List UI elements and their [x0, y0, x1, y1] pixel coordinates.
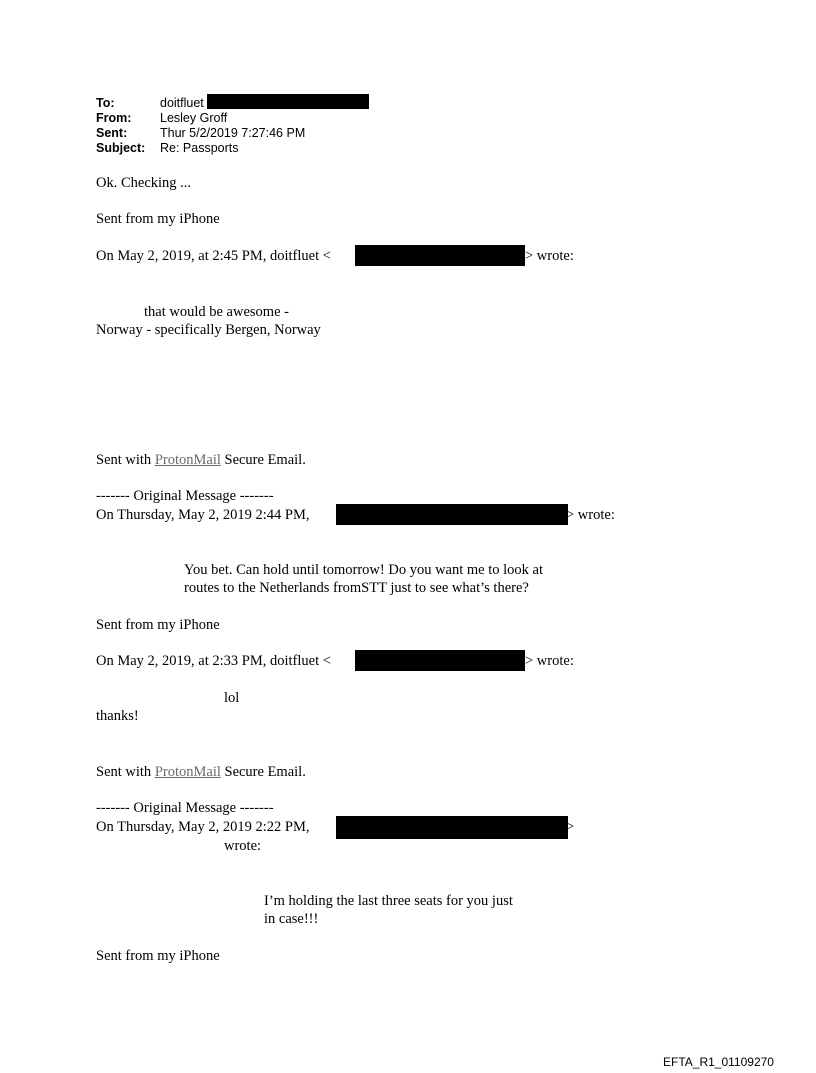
signature-iphone-1: Sent from my iPhone [96, 211, 220, 227]
message-2-line-1: You bet. Can hold until tomorrow! Do you want me to look at [184, 562, 543, 578]
subject-label: Subject: [96, 141, 146, 155]
quote-header-2-prefix: On May 2, 2019, at 2:33 PM, doitfluet < [96, 653, 331, 669]
secure-email-text: Secure Email. [220, 452, 306, 468]
original-header-1-suffix: > wrote: [566, 507, 615, 523]
document-id: EFTA_R1_01109270 [663, 1055, 774, 1069]
sent-with-text: Sent with [96, 764, 155, 780]
message-4-line-1: I’m holding the last three seats for you just [264, 893, 513, 909]
message-2-line-2: routes to the Netherlands fromSTT just to see what’s there? [184, 580, 529, 596]
message-3-line-2: thanks! [96, 708, 139, 724]
message-1-line-1: that would be awesome - [144, 304, 289, 320]
original-header-2-prefix: On Thursday, May 2, 2019 2:22 PM, [96, 819, 310, 835]
protonmail-signature-1 [96, 451, 306, 469]
original-message-divider-2: ------- Original Message ------- [96, 800, 274, 816]
sent-label: Sent: [96, 126, 128, 140]
subject-value: Re: Passports [160, 141, 239, 155]
message-3-line-1: lol [224, 690, 240, 706]
to-value: doitfluet [160, 96, 204, 110]
reply-text: Ok. Checking ... [96, 175, 192, 191]
signature-iphone-3: Sent from my iPhone [96, 948, 220, 964]
signature-iphone-2: Sent from my iPhone [96, 617, 220, 633]
to-label: To: [96, 96, 115, 110]
original-message-divider-1: ------- Original Message ------- [96, 488, 274, 504]
secure-email-text: Secure Email. [220, 764, 306, 780]
sent-with-text: Sent with [96, 452, 155, 468]
redaction-email-3 [355, 650, 525, 671]
original-header-2-suffix: > [566, 819, 575, 835]
redaction-email-4 [336, 816, 568, 839]
original-header-2-wrote: wrote: [224, 838, 262, 854]
redaction-email-1 [355, 245, 525, 266]
redaction-to-address [207, 94, 369, 109]
protonmail-signature-2 [96, 763, 306, 781]
quote-header-1-prefix: On May 2, 2019, at 2:45 PM, doitfluet < [96, 248, 331, 264]
original-header-1-prefix: On Thursday, May 2, 2019 2:44 PM, [96, 507, 310, 523]
quote-header-2-suffix: > wrote: [525, 653, 574, 669]
protonmail-link[interactable]: ProtonMail [154, 764, 221, 780]
from-value: Lesley Groff [160, 111, 228, 125]
message-4-line-2: in case!!! [264, 911, 319, 927]
from-label: From: [96, 111, 132, 125]
message-1-line-2: Norway - specifically Bergen, Norway [96, 322, 321, 338]
quote-header-1-suffix: > wrote: [525, 248, 574, 264]
protonmail-link[interactable]: ProtonMail [154, 452, 221, 468]
sent-value: Thur 5/2/2019 7:27:46 PM [160, 126, 306, 140]
redaction-email-2 [336, 504, 568, 525]
